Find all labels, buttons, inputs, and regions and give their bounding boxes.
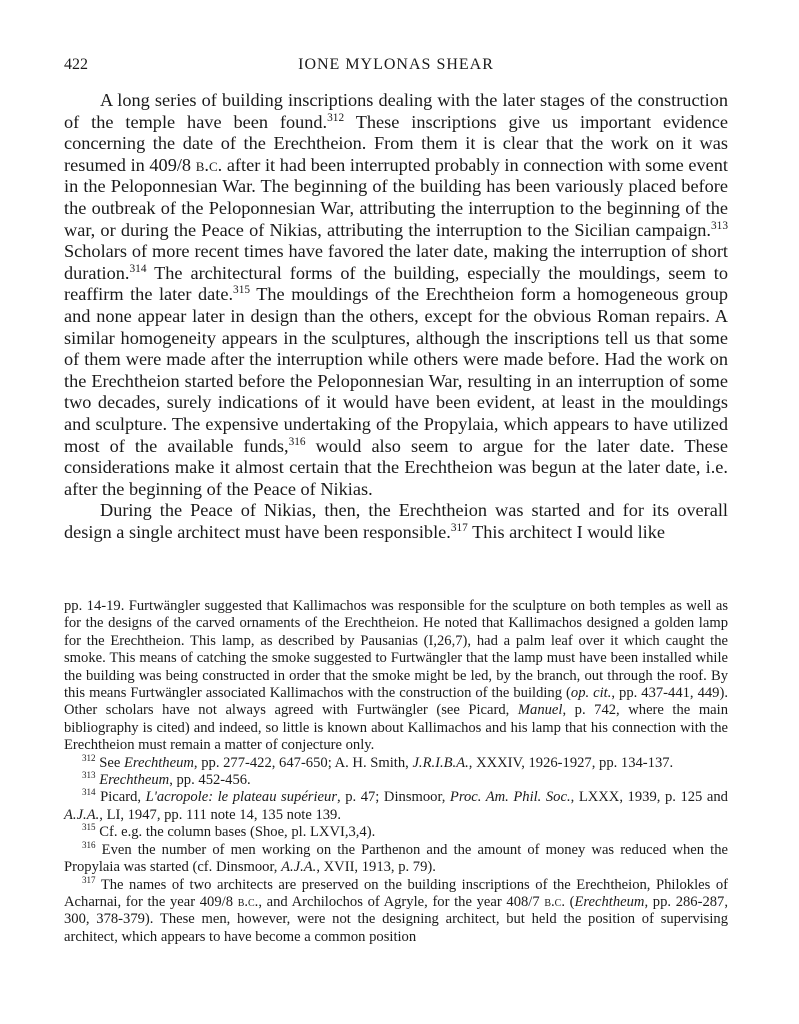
footnote-number: 317 bbox=[82, 874, 96, 885]
page-number: 422 bbox=[64, 56, 88, 73]
footnote-314 bbox=[64, 789, 728, 824]
text-run: pp. 14-19. Furtwängler suggested that Kallimachos was responsible for the sculpture on both temples as well as for the designs of the carved ornaments of the Erechtheion. He noted that Kallimachos designed a golden lamp for the Erechtheion. This lamp, as described by Pausanias (I,26,7), had a palm leaf over it which caught the smoke. This means of catching the smoke suggested to Furtwängler that the lamp must have been installed while the building was being constructed in order that the smoke might be led, by the branch, out through the roof. By this means Furtwängler associated Kallimachos with the construction of the building ( bbox=[64, 598, 728, 702]
footnote-313 bbox=[64, 772, 728, 789]
text-run: This architect I would like bbox=[467, 521, 665, 542]
text-run: The architectural forms of the building, especially the mouldings, seem to reaffirm the later date. bbox=[64, 262, 728, 305]
text-run: , XXXIV, 1926-1927, pp. 134-137. bbox=[468, 754, 674, 771]
paragraph-2 bbox=[64, 500, 728, 543]
text-run: , pp. 286-287, 300, 378-379). These men, however, were not the designing architect, but held the position of supervising architect, which appears to have become a common position bbox=[64, 893, 728, 945]
text-run: , pp. 452-456. bbox=[169, 772, 251, 789]
text-run: See bbox=[95, 754, 124, 771]
italic-text: A.J.A. bbox=[281, 859, 317, 876]
text-run: , LI, 1947, pp. 111 note 14, 135 note 139. bbox=[99, 806, 341, 823]
footnote-number: 316 bbox=[82, 839, 96, 850]
italic-text: Erechtheum bbox=[574, 893, 645, 910]
italic-text: Manuel bbox=[517, 702, 563, 719]
footnote-ref-312: 312 bbox=[327, 111, 345, 124]
text-run: , XVII, 1913, p. 79). bbox=[316, 859, 436, 876]
running-head: IONE MYLONAS SHEAR bbox=[298, 56, 494, 73]
text-run: , pp. 277-422, 647-650; A. H. Smith, bbox=[193, 754, 413, 771]
footnote-312 bbox=[64, 752, 728, 772]
footnote-316 bbox=[64, 839, 728, 877]
text-run: , LXXX, 1939, p. 125 and bbox=[570, 789, 728, 806]
italic-text: Erechtheum bbox=[123, 754, 194, 771]
text-run: The mouldings of the Erechtheion form a homogeneous group and none appear later in design than the others, except for the obvious Roman repairs. A similar homogeneity appears in the sculptures, although the inscriptions tell us that some of them were made after the interruption while others were made before. Had the work on the Erechtheion started before the Peloponnesian War, resulting in an interruption of some two decades, surely indications of it would have been evident, at least in the mouldings and sculpture. The expensive undertaking of the Propylaia, which appears to have utilized most of the available funds, bbox=[64, 284, 728, 456]
italic-text: op. cit. bbox=[570, 685, 612, 702]
era-abbrev: b.c. bbox=[544, 893, 565, 910]
text-run: Cf. e.g. the column bases (Shoe, pl. LXVI,3,4). bbox=[95, 824, 376, 841]
text-run: , pp. 437-441, 449). Other scholars have not always agreed with Furtwängler (see Picard, bbox=[64, 685, 728, 719]
text-run: ( bbox=[564, 893, 575, 910]
italic-text: L'acropole: le plateau supérieur bbox=[145, 789, 337, 806]
text-run: These inscriptions give us important evidence concerning the date of the Erechtheion. From them it is clear that the work on it was resumed in 409/8 bbox=[64, 111, 728, 175]
footnote-number: 314 bbox=[82, 787, 96, 798]
footnote-number: 312 bbox=[82, 752, 96, 763]
footnote-ref-317: 317 bbox=[450, 521, 468, 534]
italic-text: Proc. Am. Phil. Soc. bbox=[449, 789, 571, 806]
text-run: would also seem to argue for the later date. These considerations make it almost certain that the Erechtheion was begun at the later date, i.e. after the beginning of the Peace of Nikias. bbox=[64, 435, 728, 499]
text-run: Picard, bbox=[95, 789, 146, 806]
text-run: The names of two architects are preserved on the building inscriptions of the Erechtheion, Philokles of Acharnai, for the year 409/8 bbox=[64, 876, 728, 910]
footnote-continuation bbox=[64, 598, 728, 755]
text-run: A long series of building inscriptions dealing with the later stages of the construction of the temple have been found. bbox=[64, 90, 728, 132]
text-run: Even the number of men working on the Parthenon and the amount of money was reduced when the Propylaia was started (cf. Dinsmoor, bbox=[64, 841, 728, 876]
era-abbrev: b.c. bbox=[195, 154, 223, 175]
footnote-ref-315: 315 bbox=[233, 284, 251, 297]
text-run: During the Peace of Nikias, then, the Erechtheion was started and for its overall design a single architect must have been responsible. bbox=[64, 500, 728, 542]
footnotes bbox=[64, 598, 728, 946]
footnote-number: 315 bbox=[82, 822, 96, 833]
footnote-ref-316: 316 bbox=[288, 435, 306, 448]
footnote-ref-313: 313 bbox=[711, 219, 728, 232]
footnote-317 bbox=[64, 874, 728, 947]
paragraph-1 bbox=[64, 90, 728, 500]
footnote-315 bbox=[64, 824, 728, 841]
era-abbrev: b.c. bbox=[237, 893, 259, 910]
main-text bbox=[64, 90, 728, 543]
footnote-ref-314: 314 bbox=[129, 262, 147, 275]
text-run: , p. 742, where the main bibliography is cited) and indeed, so little is known about Kallimachos and his lamp that his connection with the Erechtheion must remain a matter of conjecture only. bbox=[64, 702, 728, 754]
text-run: after it had been interrupted probably in connection with some event in the Peloponnesian War. The beginning of the building has been variously placed before the outbreak of the Peloponnesian War, attributing the interruption to the beginning of the war, or during the Peace of Nikias, attributing the interruption to the Sicilian campaign. bbox=[64, 154, 728, 240]
italic-text: A.J.A. bbox=[64, 806, 100, 823]
text-run: , p. 47; Dinsmoor, bbox=[337, 789, 450, 806]
italic-text: Erechtheum bbox=[99, 772, 170, 789]
text-run: , and Archilochos of Agryle, for the year 408/7 bbox=[258, 893, 545, 910]
footnote-number: 313 bbox=[82, 770, 96, 781]
italic-text: J.R.I.B.A. bbox=[412, 754, 469, 771]
text-run: Scholars of more recent times have favored the later date, making the interruption of short duration. bbox=[64, 241, 728, 283]
